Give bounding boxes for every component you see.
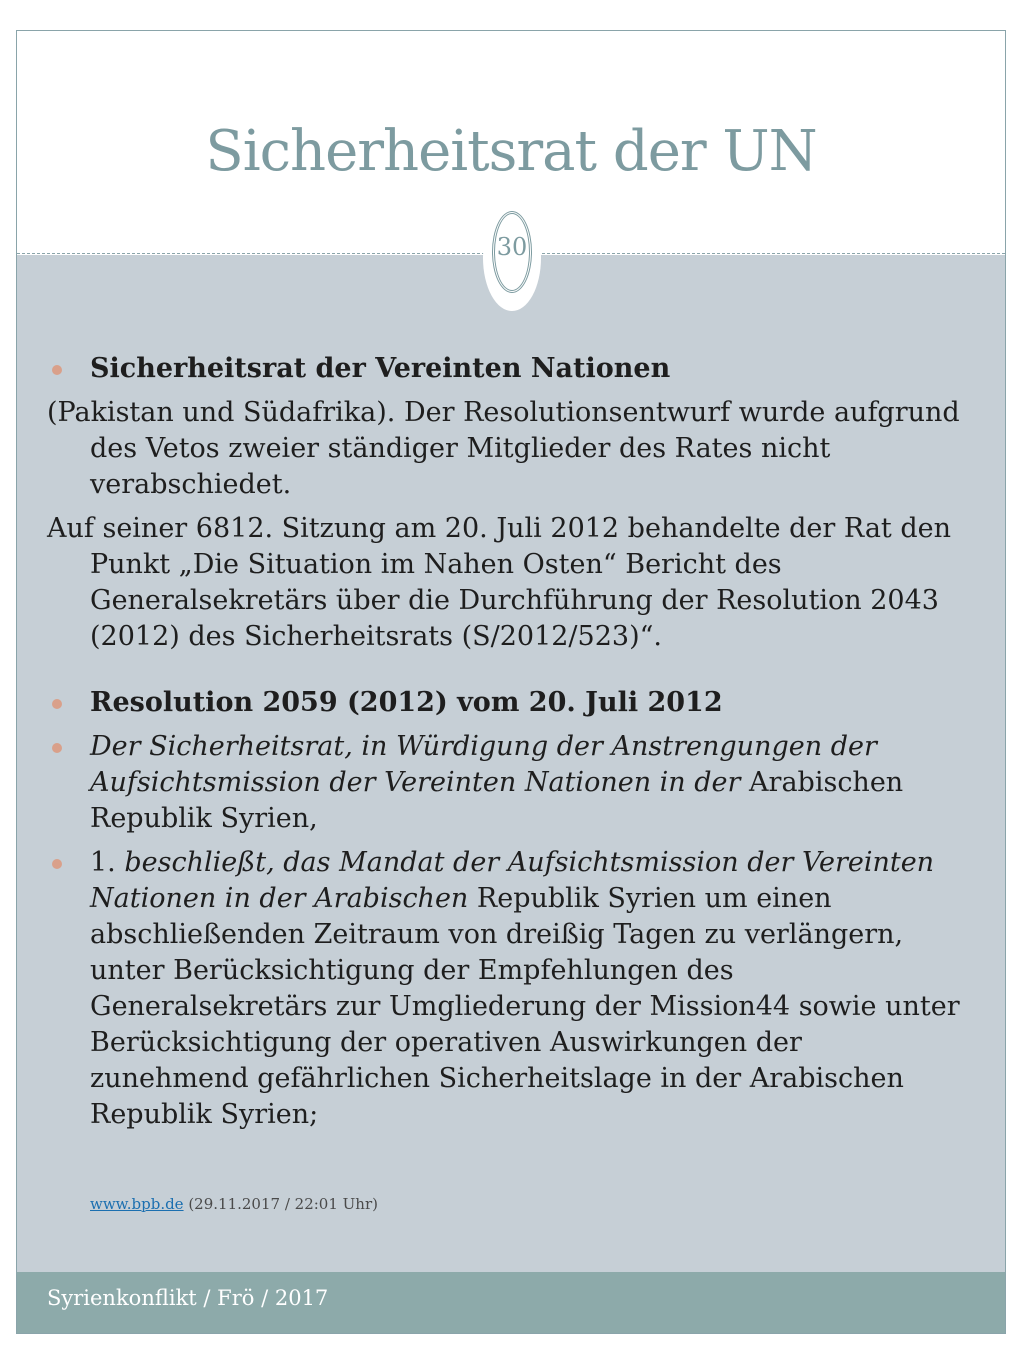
clause-italic-text: beschließt, das Mandat der Aufsichtsmission der Vereinten Nationen in der Arabischen	[90, 847, 935, 914]
footer-bar	[17, 1272, 1005, 1334]
clause-normal-text: Republik Syrien um einen abschließenden Zeitraum von dreißig Tagen zu verlängern, unter Berücksichtigung der Empfehlungen des Generalsekretärs zur Umgliederung der Mission44 sowie unter Berücksichtigung der operativen Auswirkungen der zunehmend gefährlichen Sicherheitslage in der Arabischen Republik Syrien;	[90, 883, 960, 1130]
clause-number: 1.	[90, 847, 125, 878]
paragraph-2: Auf seiner 6812. Sitzung am 20. Juli 2012 behandelte der Rat den Punkt „Die Situation im Nahen Osten“ Bericht des Generalsekretärs über die Durchführung der Resolution 2043 (2012) des Sicherheitsrats (S/2012/523)“.	[47, 513, 952, 652]
paragraph-1: (Pakistan und Südafrika). Der Resolutionsentwurf wurde aufgrund des Vetos zweier ständiger Mitglieder des Rates nicht verabschiedet.	[47, 397, 960, 500]
preamble-italic-text: Der Sicherheitsrat, in Würdigung der Anstrengungen der Aufsichtsmission der Vereinten Nationen in der	[90, 731, 877, 798]
slide-content	[47, 351, 967, 1133]
source-date: (29.11.2017 / 22:01 Uhr)	[183, 1195, 378, 1213]
slide	[16, 30, 1006, 1334]
bullet-heading-1: Sicherheitsrat der Vereinten Nationen	[47, 351, 967, 387]
preamble-normal-text: Arabischen Republik Syrien,	[90, 767, 904, 834]
page-number: 30	[496, 233, 528, 261]
footer-text: Syrienkonflikt / Frö / 2017	[47, 1286, 329, 1310]
source-citation	[90, 1195, 378, 1213]
bullet-heading-2: Resolution 2059 (2012) vom 20. Juli 2012	[47, 685, 967, 721]
slide-title: Sicherheitsrat der UN	[205, 119, 817, 184]
bullet-resolution-preamble	[47, 729, 967, 837]
source-link[interactable]: www.bpb.de	[90, 1195, 184, 1213]
bullet-resolution-clause	[47, 845, 967, 1133]
